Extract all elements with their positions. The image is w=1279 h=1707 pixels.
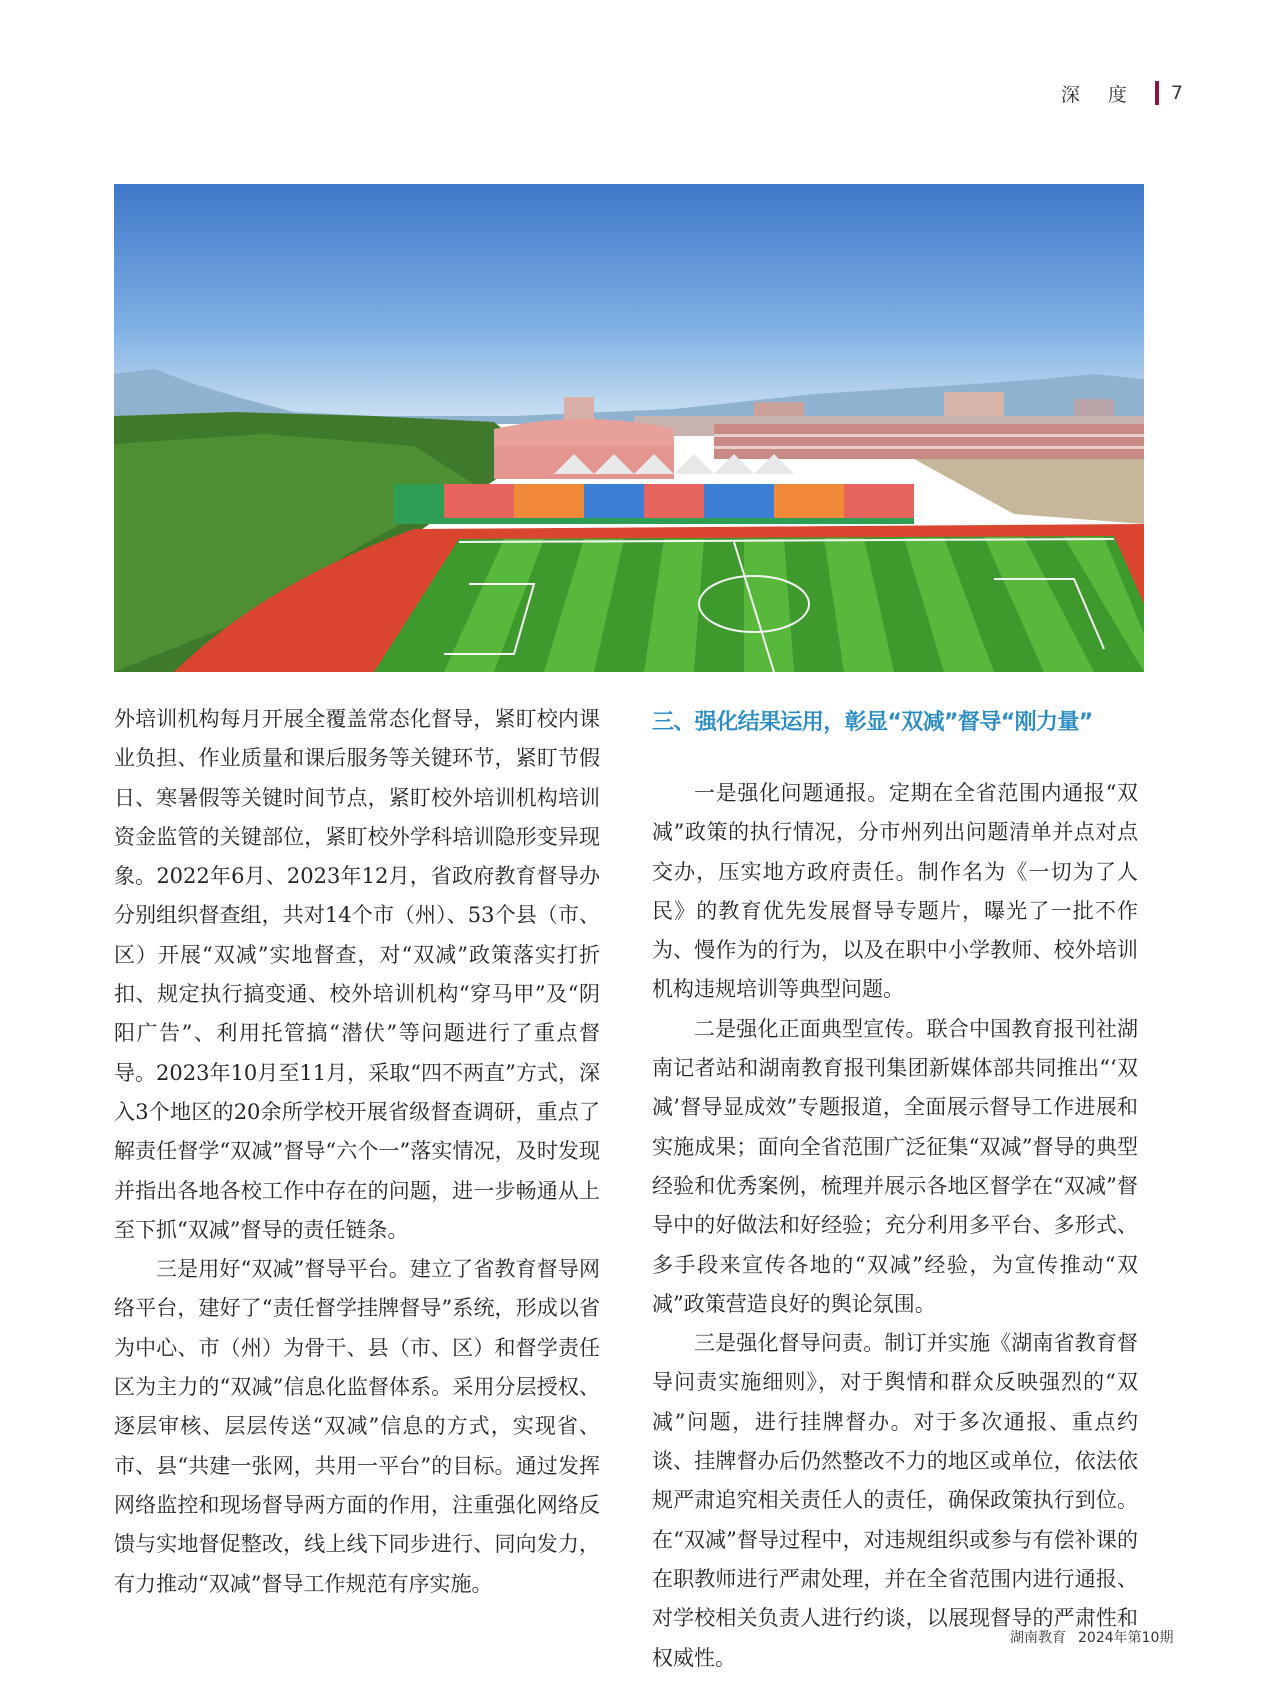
body-paragraph: 三是强化督导问责。制订并实施《湖南省教育督导问责实施细则》，对于舆情和群众反映强烈的“双减”问题，进行挂牌督办。对于多次通报、重点约谈、挂牌督办后仍然整改不力的地区或单位，依法依规严肃追究相关责任人的责任，确保政策执行到位。在“双减”督导过程中，对违规组织或参与有偿补课的在职教师进行严肃处理，并在全省范围内进行通报、对学校相关负责人进行约谈，以展现督导的严肃性和权威性。	[652, 1331, 1138, 1670]
magazine-name: 湖南教育	[1010, 1630, 1066, 1646]
running-header	[1061, 78, 1183, 108]
page-footer	[1010, 1627, 1173, 1647]
page-number: 7	[1170, 82, 1183, 104]
body-paragraph: 外培训机构每月开展全覆盖常态化督导，紧盯校内课业负担、作业质量和课后服务等关键环节，紧盯节假日、寒暑假等关键时间节点，紧盯校外培训机构培训资金监管的关键部位，紧盯校外学科培训隐形变异现象。2022年6月、2023年12月，省政府教育督导办分别组织督查组，共对14个市（州）、53个县（市、区）开展“双减”实地督查，对“双减”政策落实打折扣、规定执行搞变通、校外培训机构“穿马甲”及“阴阳广告”、利用托管搞“潜伏”等问题进行了重点督导。2023年10月至11月，采取“四不两直”方式，深入3个地区的20余所学校开展省级督查调研，重点了解责任督学“双减”督导“六个一”落实情况，及时发现并指出各地各校工作中存在的问题，进一步畅通从上至下抓“双减”督导的责任链条。	[114, 707, 600, 1242]
header-divider	[1155, 81, 1159, 105]
stadium-photo	[114, 184, 1144, 672]
issue-label: 2024年第10期	[1078, 1630, 1174, 1646]
body-paragraph: 三是用好“双减”督导平台。建立了省教育督导网络平台，建好了“责任督学挂牌督导”系统，形成以省为中心、市（州）为骨干、县（市、区）和督学责任区为主力的“双减”信息化监督体系。采用分层授权、逐层审核、层层传送“双减”信息的方式，实现省、市、县“共建一张网，共用一平台”的目标。通过发挥网络监控和现场督导两方面的作用，注重强化网络反馈与实地督促整改，线上线下同步进行、同向发力，有力推动“双减”督导工作规范有序实施。	[114, 1257, 600, 1596]
body-paragraph: 一是强化问题通报。定期在全省范围内通报“双减”政策的执行情况，分市州列出问题清单并点对点交办，压实地方政府责任。制作名为《一切为了人民》的教育优先发展督导专题片，曝光了一批不作为、慢作为的行为，以及在职中小学教师、校外培训机构违规培训等典型问题。	[652, 781, 1138, 1002]
left-column	[114, 700, 600, 1604]
section-title: 深度	[1060, 83, 1155, 106]
section-heading: 三、强化结果运用，彰显“双减”督导“刚力量”	[652, 710, 1093, 735]
body-paragraph: 二是强化正面典型宣传。联合中国教育报刊社湖南记者站和湖南教育报刊集团新媒体部共同推出“‘双减’督导显成效”专题报道，全面展示督导工作进展和实施成果；面向全省范围广泛征集“双减”督导的典型经验和优秀案例，梳理并展示各地区督学在“双减”督导中的好做法和好经验；充分利用多平台、多形式、多手段来宣传各地的“双减”经验，为宣传推动“双减”政策营造良好的舆论氛围。	[652, 1016, 1138, 1316]
right-column	[652, 700, 1138, 1678]
stadium-illustration	[114, 184, 1144, 672]
